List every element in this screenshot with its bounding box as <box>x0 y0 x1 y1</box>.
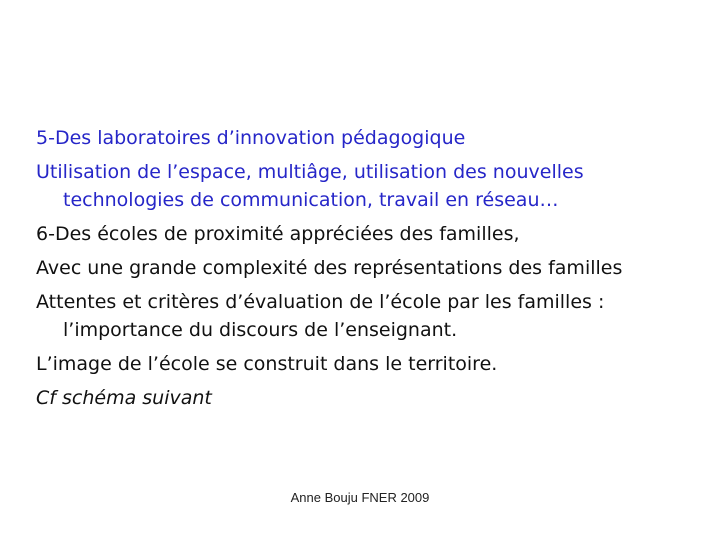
slide-body <box>36 124 686 418</box>
paragraph-see-diagram: Cf schéma suivant <box>36 387 212 409</box>
paragraph-school-image: L’image de l’école se construit dans le territoire. <box>36 353 498 375</box>
slide-footer: Anne Bouju FNER 2009 <box>290 490 430 505</box>
paragraph-labs-detail: Utilisation de l’espace, multiâge, utilisation des nouvelles technologies de communication, travail en réseau… <box>36 161 584 211</box>
paragraph-labs-heading: 5-Des laboratoires d’innovation pédagogique <box>36 127 466 149</box>
paragraph-family-expectations: Attentes et critères d’évaluation de l’école par les familles : l’importance du discours de l’enseignant. <box>36 291 605 341</box>
paragraph-schools-heading: 6-Des écoles de proximité appréciées des familles, <box>36 223 520 245</box>
paragraph-family-complexity: Avec une grande complexité des représentations des familles <box>36 257 623 279</box>
